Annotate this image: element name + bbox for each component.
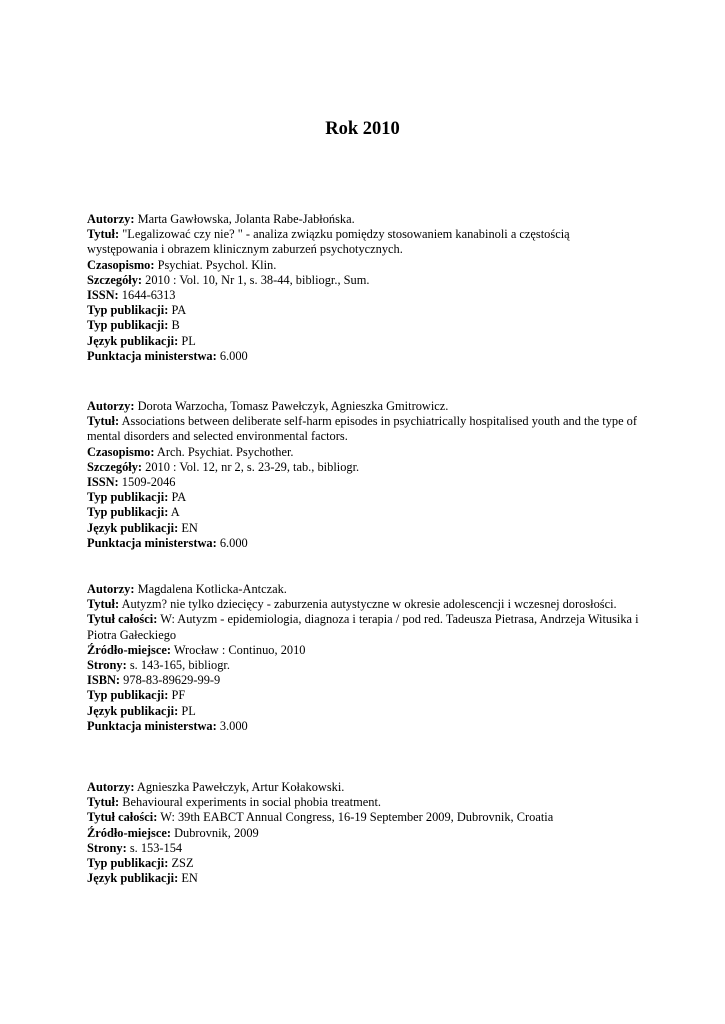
publication-type-line — [87, 856, 639, 871]
publication-type-value: PF — [171, 688, 186, 703]
score-line — [87, 536, 639, 551]
whole-title-value: W: 39th EABCT Annual Congress, 16-19 September 2009, Dubrovnik, Croatia — [160, 810, 554, 825]
details-value: 2010 : Vol. 10, Nr 1, s. 38-44, bibliogr., Sum. — [145, 272, 370, 287]
details-line — [87, 273, 639, 288]
language-line — [87, 521, 639, 536]
publication-type-line — [87, 505, 639, 520]
details-line — [87, 460, 639, 475]
publication-type-label: Typ publikacji: — [87, 490, 169, 505]
title-value: Autyzm? nie tylko dziecięcy - zaburzenia autystyczne w okresie adolescencji i wczesnej dorosłości. — [121, 597, 617, 612]
source-line — [87, 826, 639, 841]
title-label: Tytuł: — [87, 227, 120, 242]
pages-line — [87, 658, 639, 673]
journal-label: Czasopismo: — [87, 257, 155, 272]
publication-type-label: Typ publikacji: — [87, 318, 169, 333]
authors-label: Autorzy: — [87, 780, 135, 794]
score-value: 6.000 — [219, 348, 248, 363]
issn-line — [87, 288, 639, 303]
publication-type-label: Typ publikacji: — [87, 303, 169, 318]
title-label: Tytuł: — [87, 597, 120, 612]
authors-label: Autorzy: — [87, 399, 135, 413]
publication-entry — [87, 212, 639, 364]
issn-line — [87, 475, 639, 490]
title-line — [87, 414, 639, 444]
whole-title-label: Tytuł całości: — [87, 612, 158, 627]
publication-type-value: A — [170, 505, 180, 520]
score-label: Punktacja ministerstwa: — [87, 348, 217, 363]
issn-label: ISSN: — [87, 288, 119, 303]
language-value: PL — [181, 333, 196, 348]
publication-type-label: Typ publikacji: — [87, 505, 169, 520]
authors-line — [87, 212, 639, 227]
publication-type-line — [87, 688, 639, 703]
publication-type-line — [87, 490, 639, 505]
details-value: 2010 : Vol. 12, nr 2, s. 23-29, tab., bibliogr. — [145, 459, 360, 474]
pages-value: s. 153-154 — [129, 840, 183, 855]
title-value: "Legalizować czy nie? " - analiza związku pomiędzy stosowaniem kanabinoli a częstością występowania i obrazem klinicznym zaburzeń psychotycznych. — [87, 227, 570, 257]
title-value: Associations between deliberate self-harm episodes in psychiatrically hospitalised youth and the type of mental disorders and selected environmental factors. — [87, 414, 638, 444]
language-line — [87, 871, 639, 886]
score-value: 3.000 — [219, 718, 248, 733]
publication-type-value: ZSZ — [171, 856, 194, 871]
pages-line — [87, 841, 639, 856]
language-label: Język publikacji: — [87, 333, 179, 348]
score-value: 6.000 — [219, 535, 248, 550]
details-label: Szczegóły: — [87, 459, 143, 474]
page-title: Rok 2010 — [325, 119, 400, 139]
source-value: Wrocław : Continuo, 2010 — [173, 642, 306, 657]
authors-value: Dorota Warzocha, Tomasz Pawełczyk, Agnieszka Gmitrowicz. — [137, 399, 449, 413]
authors-value: Agnieszka Pawełczyk, Artur Kołakowski. — [136, 780, 345, 794]
whole-title-label: Tytuł całości: — [87, 810, 158, 825]
journal-line — [87, 445, 639, 460]
publication-type-line — [87, 303, 639, 318]
source-line — [87, 643, 639, 658]
authors-label: Autorzy: — [87, 212, 135, 226]
publication-entry — [87, 582, 639, 734]
isbn-label: ISBN: — [87, 673, 121, 688]
authors-label: Autorzy: — [87, 582, 135, 596]
publication-type-value: PA — [171, 303, 187, 318]
title-line — [87, 795, 639, 810]
publication-entry — [87, 399, 639, 551]
language-value: EN — [181, 871, 198, 886]
pages-label: Strony: — [87, 658, 127, 673]
authors-line — [87, 780, 639, 795]
language-line — [87, 704, 639, 719]
score-label: Punktacja ministerstwa: — [87, 535, 217, 550]
whole-title-line — [87, 810, 639, 825]
authors-line — [87, 582, 639, 597]
title-value: Behavioural experiments in social phobia treatment. — [122, 795, 381, 810]
isbn-line — [87, 673, 639, 688]
details-label: Szczegóły: — [87, 272, 143, 287]
publication-type-label: Typ publikacji: — [87, 856, 169, 871]
isbn-value: 978-83-89629-99-9 — [123, 673, 221, 688]
pages-value: s. 143-165, bibliogr. — [129, 658, 230, 673]
title-label: Tytuł: — [87, 795, 120, 810]
title-line — [87, 227, 639, 257]
publication-type-label: Typ publikacji: — [87, 688, 169, 703]
authors-value: Magdalena Kotlicka-Antczak. — [137, 582, 287, 596]
score-line — [87, 349, 639, 364]
publication-type-line — [87, 318, 639, 333]
language-label: Język publikacji: — [87, 703, 179, 718]
source-value: Dubrovnik, 2009 — [174, 825, 259, 840]
language-line — [87, 334, 639, 349]
score-label: Punktacja ministerstwa: — [87, 718, 217, 733]
publication-type-value: PA — [171, 490, 187, 505]
score-line — [87, 719, 639, 734]
language-value: PL — [181, 703, 196, 718]
authors-line — [87, 399, 639, 414]
publication-type-value: B — [171, 318, 180, 333]
publication-entry — [87, 780, 639, 886]
source-label: Źródło-miejsce: — [87, 642, 171, 657]
language-label: Język publikacji: — [87, 871, 179, 886]
language-value: EN — [181, 520, 198, 535]
journal-line — [87, 258, 639, 273]
whole-title-value: W: Autyzm - epidemiologia, diagnoza i terapia / pod red. Tadeusza Pietrasa, Andrzeja Witusika i Piotra Gałeckiego — [87, 612, 639, 642]
language-label: Język publikacji: — [87, 520, 179, 535]
pages-label: Strony: — [87, 840, 127, 855]
authors-value: Marta Gawłowska, Jolanta Rabe-Jabłońska. — [137, 212, 355, 226]
journal-label: Czasopismo: — [87, 444, 155, 459]
journal-value: Psychiat. Psychol. Klin. — [157, 257, 277, 272]
source-label: Źródło-miejsce: — [87, 825, 171, 840]
whole-title-line — [87, 612, 639, 642]
journal-value: Arch. Psychiat. Psychother. — [156, 444, 294, 459]
title-line — [87, 597, 639, 612]
issn-label: ISSN: — [87, 475, 119, 490]
title-label: Tytuł: — [87, 414, 120, 429]
issn-value: 1644-6313 — [121, 288, 176, 303]
issn-value: 1509-2046 — [121, 475, 176, 490]
